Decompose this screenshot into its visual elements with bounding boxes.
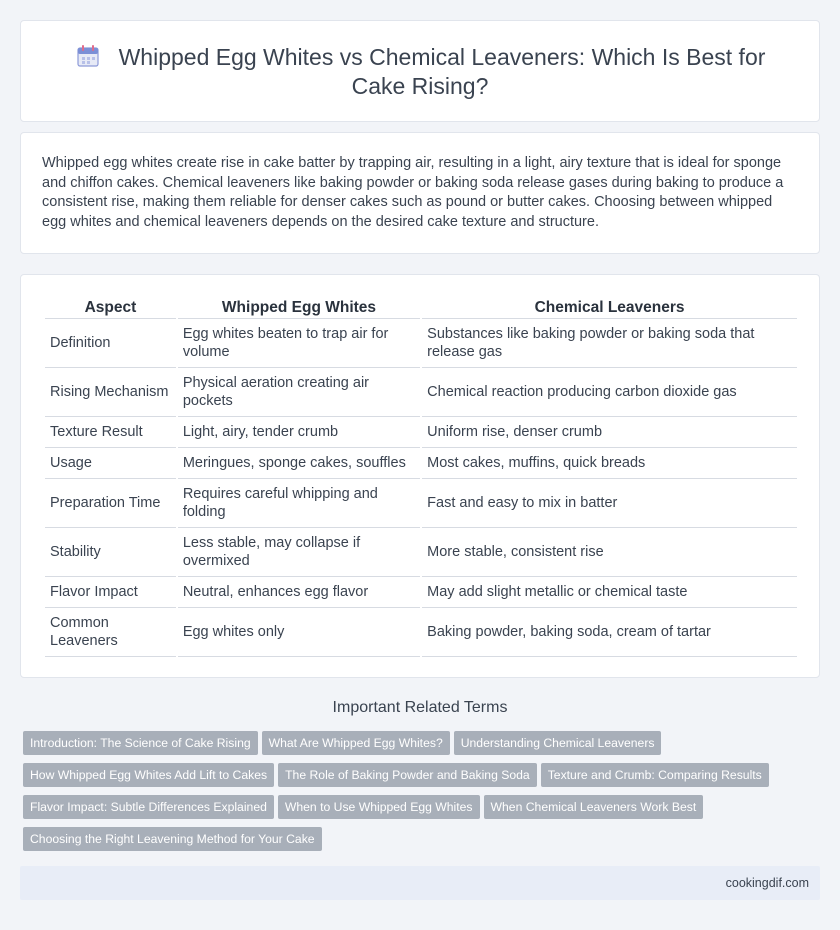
- table-row: [45, 448, 797, 479]
- row-chemical: Most cakes, muffins, quick breads: [422, 448, 797, 479]
- row-aspect: Texture Result: [45, 417, 176, 448]
- row-aspect: Stability: [45, 528, 176, 577]
- row-egg-whites: Egg whites beaten to trap air for volume: [178, 319, 420, 368]
- row-aspect: Usage: [45, 448, 176, 479]
- table-row: [45, 608, 797, 657]
- table-header-row: [45, 295, 797, 319]
- related-tag[interactable]: Flavor Impact: Subtle Differences Explained: [23, 795, 274, 819]
- row-aspect: Rising Mechanism: [45, 368, 176, 417]
- comparison-table: [43, 295, 799, 657]
- row-aspect: Preparation Time: [45, 479, 176, 528]
- row-egg-whites: Less stable, may collapse if overmixed: [178, 528, 420, 577]
- row-chemical: Chemical reaction producing carbon dioxide gas: [422, 368, 797, 417]
- table-row: [45, 577, 797, 608]
- related-terms-list: [23, 731, 823, 859]
- page-title-container: [21, 43, 819, 101]
- header-whipped-egg-whites: Whipped Egg Whites: [178, 295, 420, 319]
- related-tag[interactable]: When Chemical Leaveners Work Best: [484, 795, 704, 819]
- related-tag[interactable]: Understanding Chemical Leaveners: [454, 731, 662, 755]
- related-tag[interactable]: When to Use Whipped Egg Whites: [278, 795, 480, 819]
- related-tag[interactable]: What Are Whipped Egg Whites?: [262, 731, 450, 755]
- related-tag[interactable]: Introduction: The Science of Cake Rising: [23, 731, 258, 755]
- row-chemical: Uniform rise, denser crumb: [422, 417, 797, 448]
- header-aspect: Aspect: [45, 295, 176, 319]
- related-terms-heading: Important Related Terms: [332, 699, 508, 716]
- table-row: [45, 319, 797, 368]
- footer: [20, 866, 820, 900]
- intro-card: [20, 132, 820, 254]
- row-aspect: Common Leaveners: [45, 608, 176, 657]
- header-chemical-leaveners: Chemical Leaveners: [422, 295, 797, 319]
- row-egg-whites: Neutral, enhances egg flavor: [178, 577, 420, 608]
- row-egg-whites: Light, airy, tender crumb: [178, 417, 420, 448]
- comparison-card: [20, 274, 820, 678]
- row-aspect: Definition: [45, 319, 176, 368]
- intro-paragraph: Whipped egg whites create rise in cake batter by trapping air, resulting in a light, airy texture that is ideal for sponge and chiffon cakes. Chemical leaveners like baking powder or baking soda release gases during baking to produce a consistent rise, making them reliable for denser cakes such as pound or butter cakes. Choosing between whipped egg whites and chemical leaveners depends on the desired cake texture and structure.: [42, 155, 784, 230]
- row-egg-whites: Physical aeration creating air pockets: [178, 368, 420, 417]
- row-chemical: May add slight metallic or chemical taste: [422, 577, 797, 608]
- row-chemical: Baking powder, baking soda, cream of tartar: [422, 608, 797, 657]
- table-row: [45, 368, 797, 417]
- row-chemical: Substances like baking powder or baking soda that release gas: [422, 319, 797, 368]
- row-egg-whites: Meringues, sponge cakes, souffles: [178, 448, 420, 479]
- table-row: [45, 479, 797, 528]
- related-tag[interactable]: The Role of Baking Powder and Baking Soda: [278, 763, 537, 787]
- row-chemical: Fast and easy to mix in batter: [422, 479, 797, 528]
- row-aspect: Flavor Impact: [45, 577, 176, 608]
- page-title: Whipped Egg Whites vs Chemical Leaveners: Which Is Best for Cake Rising?: [118, 44, 766, 99]
- row-egg-whites: Egg whites only: [178, 608, 420, 657]
- table-row: [45, 417, 797, 448]
- calendar-icon: [75, 43, 101, 69]
- row-chemical: More stable, consistent rise: [422, 528, 797, 577]
- related-tag[interactable]: How Whipped Egg Whites Add Lift to Cakes: [23, 763, 274, 787]
- table-row: [45, 528, 797, 577]
- footer-site-link[interactable]: cookingdif.com: [725, 876, 809, 890]
- title-card: [20, 20, 820, 122]
- row-egg-whites: Requires careful whipping and folding: [178, 479, 420, 528]
- related-tag[interactable]: Choosing the Right Leavening Method for Your Cake: [23, 827, 322, 851]
- related-tag[interactable]: Texture and Crumb: Comparing Results: [541, 763, 769, 787]
